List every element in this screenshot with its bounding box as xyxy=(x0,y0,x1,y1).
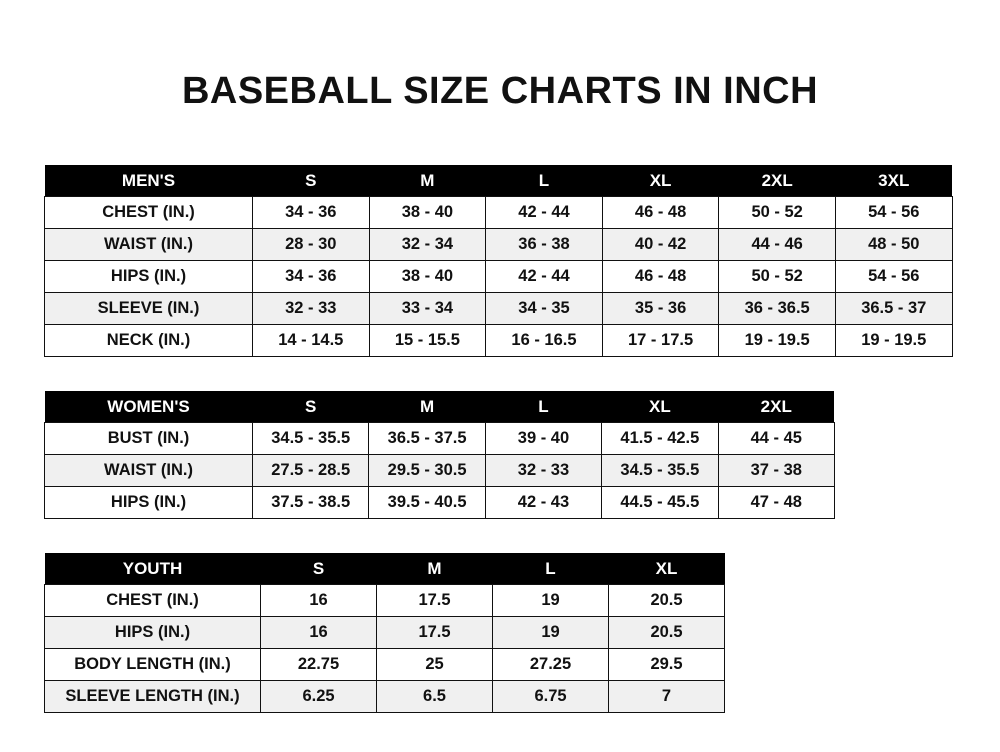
womens-header-m: M xyxy=(369,391,485,423)
cell: 19 xyxy=(493,585,609,617)
table-row xyxy=(45,617,725,649)
mens-header-2xl: 2XL xyxy=(719,165,836,197)
cell: 14 - 14.5 xyxy=(253,325,370,357)
row-label: WAIST (IN.) xyxy=(45,229,253,261)
cell: 36.5 - 37.5 xyxy=(369,423,485,455)
cell: 34.5 - 35.5 xyxy=(253,423,369,455)
cell: 33 - 34 xyxy=(369,293,486,325)
cell: 32 - 33 xyxy=(253,293,370,325)
cell: 25 xyxy=(377,649,493,681)
table-row xyxy=(45,585,725,617)
cell: 40 - 42 xyxy=(602,229,719,261)
cell: 54 - 56 xyxy=(835,261,952,293)
mens-header-l: L xyxy=(486,165,603,197)
table-row xyxy=(45,229,953,261)
cell: 42 - 44 xyxy=(486,197,603,229)
cell: 17.5 xyxy=(377,617,493,649)
cell: 27.5 - 28.5 xyxy=(253,455,369,487)
womens-header-2xl: 2XL xyxy=(718,391,834,423)
cell: 19 xyxy=(493,617,609,649)
cell: 32 - 34 xyxy=(369,229,486,261)
cell: 6.75 xyxy=(493,681,609,713)
cell: 16 xyxy=(261,617,377,649)
cell: 42 - 44 xyxy=(486,261,603,293)
cell: 19 - 19.5 xyxy=(835,325,952,357)
cell: 44 - 45 xyxy=(718,423,834,455)
table-header-row xyxy=(45,391,835,423)
cell: 6.5 xyxy=(377,681,493,713)
cell: 6.25 xyxy=(261,681,377,713)
cell: 16 - 16.5 xyxy=(486,325,603,357)
cell: 38 - 40 xyxy=(369,261,486,293)
cell: 27.25 xyxy=(493,649,609,681)
row-label: WAIST (IN.) xyxy=(45,455,253,487)
row-label: BODY LENGTH (IN.) xyxy=(45,649,261,681)
table-row xyxy=(45,487,835,519)
youth-header-m: M xyxy=(377,553,493,585)
cell: 44.5 - 45.5 xyxy=(602,487,718,519)
cell: 35 - 36 xyxy=(602,293,719,325)
cell: 48 - 50 xyxy=(835,229,952,261)
table-row xyxy=(45,455,835,487)
cell: 37.5 - 38.5 xyxy=(253,487,369,519)
cell: 39 - 40 xyxy=(485,423,601,455)
cell: 34 - 36 xyxy=(253,261,370,293)
row-label: BUST (IN.) xyxy=(45,423,253,455)
cell: 42 - 43 xyxy=(485,487,601,519)
mens-header-xl: XL xyxy=(602,165,719,197)
row-label: CHEST (IN.) xyxy=(45,585,261,617)
cell: 20.5 xyxy=(609,585,725,617)
cell: 32 - 33 xyxy=(485,455,601,487)
youth-table-body xyxy=(45,585,725,713)
table-row xyxy=(45,423,835,455)
row-label: HIPS (IN.) xyxy=(45,617,261,649)
row-label: HIPS (IN.) xyxy=(45,261,253,293)
cell: 46 - 48 xyxy=(602,197,719,229)
youth-header-xl: XL xyxy=(609,553,725,585)
cell: 50 - 52 xyxy=(719,197,836,229)
cell: 19 - 19.5 xyxy=(719,325,836,357)
cell: 37 - 38 xyxy=(718,455,834,487)
cell: 36 - 38 xyxy=(486,229,603,261)
cell: 29.5 - 30.5 xyxy=(369,455,485,487)
table-header-row xyxy=(45,165,953,197)
cell: 46 - 48 xyxy=(602,261,719,293)
row-label: SLEEVE LENGTH (IN.) xyxy=(45,681,261,713)
row-label: HIPS (IN.) xyxy=(45,487,253,519)
womens-header-l: L xyxy=(485,391,601,423)
cell: 34 - 36 xyxy=(253,197,370,229)
table-row xyxy=(45,681,725,713)
womens-table-body xyxy=(45,423,835,519)
table-header-row xyxy=(45,553,725,585)
row-label: SLEEVE (IN.) xyxy=(45,293,253,325)
mens-header-category: MEN'S xyxy=(45,165,253,197)
cell: 50 - 52 xyxy=(719,261,836,293)
womens-header-category: WOMEN'S xyxy=(45,391,253,423)
mens-header-3xl: 3XL xyxy=(835,165,952,197)
table-row xyxy=(45,293,953,325)
cell: 22.75 xyxy=(261,649,377,681)
womens-table-head xyxy=(45,391,835,423)
youth-header-category: YOUTH xyxy=(45,553,261,585)
womens-size-table xyxy=(44,391,835,519)
mens-header-m: M xyxy=(369,165,486,197)
cell: 16 xyxy=(261,585,377,617)
womens-header-s: S xyxy=(253,391,369,423)
cell: 36 - 36.5 xyxy=(719,293,836,325)
cell: 7 xyxy=(609,681,725,713)
womens-header-xl: XL xyxy=(602,391,718,423)
table-row xyxy=(45,649,725,681)
table-row xyxy=(45,261,953,293)
row-label: CHEST (IN.) xyxy=(45,197,253,229)
cell: 36.5 - 37 xyxy=(835,293,952,325)
cell: 41.5 - 42.5 xyxy=(602,423,718,455)
youth-header-s: S xyxy=(261,553,377,585)
cell: 34.5 - 35.5 xyxy=(602,455,718,487)
cell: 47 - 48 xyxy=(718,487,834,519)
cell: 15 - 15.5 xyxy=(369,325,486,357)
tables-container xyxy=(0,165,1000,713)
cell: 20.5 xyxy=(609,617,725,649)
youth-size-table xyxy=(44,553,725,713)
cell: 38 - 40 xyxy=(369,197,486,229)
cell: 17 - 17.5 xyxy=(602,325,719,357)
youth-header-l: L xyxy=(493,553,609,585)
cell: 28 - 30 xyxy=(253,229,370,261)
row-label: NECK (IN.) xyxy=(45,325,253,357)
cell: 17.5 xyxy=(377,585,493,617)
table-row xyxy=(45,197,953,229)
mens-table-head xyxy=(45,165,953,197)
cell: 54 - 56 xyxy=(835,197,952,229)
page-title: BASEBALL SIZE CHARTS IN INCH xyxy=(181,70,819,112)
table-row xyxy=(45,325,953,357)
cell: 34 - 35 xyxy=(486,293,603,325)
mens-size-table xyxy=(44,165,953,357)
youth-table-head xyxy=(45,553,725,585)
mens-header-s: S xyxy=(253,165,370,197)
mens-table-body xyxy=(45,197,953,357)
cell: 39.5 - 40.5 xyxy=(369,487,485,519)
cell: 29.5 xyxy=(609,649,725,681)
cell: 44 - 46 xyxy=(719,229,836,261)
